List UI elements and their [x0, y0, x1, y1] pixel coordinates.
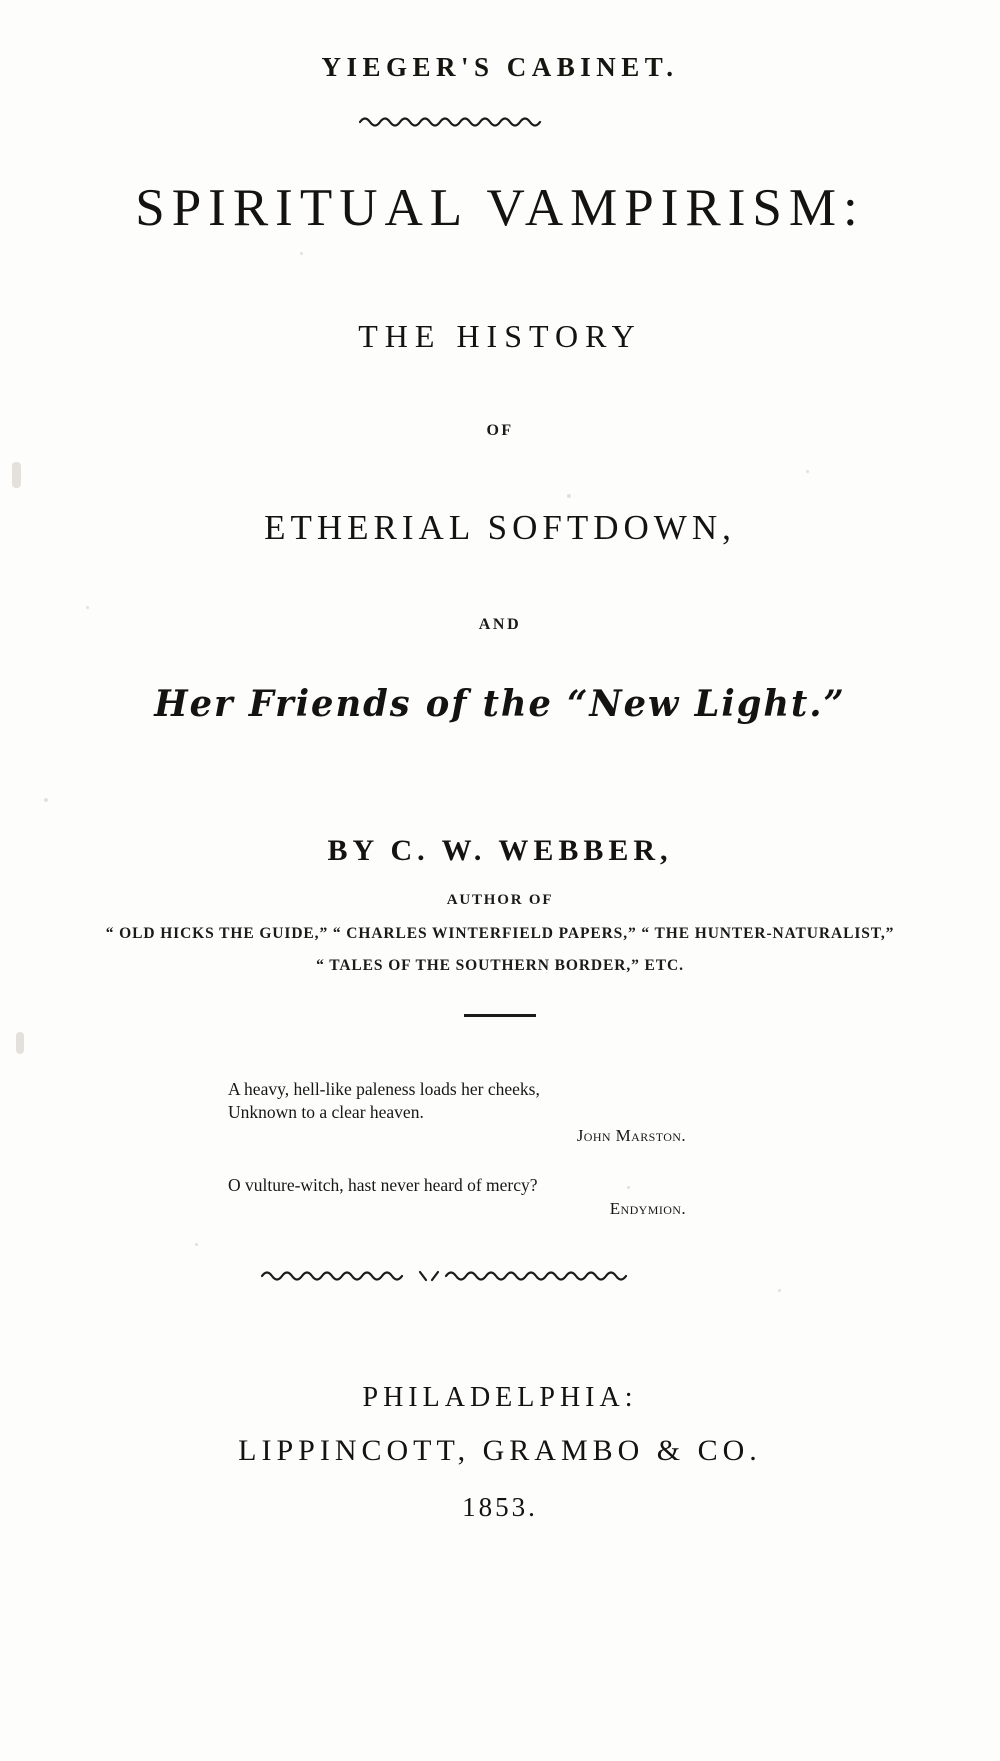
- imprint-city: PHILADELPHIA:: [362, 1382, 638, 1413]
- subtitle-history: THE HISTORY: [358, 318, 642, 354]
- subject-continued: Her Friends of the “New Light.”: [154, 683, 846, 725]
- paper-speck: [12, 462, 21, 488]
- wavy-divider-top-icon: [0, 110, 1000, 132]
- epigraph-1-line-1: A heavy, hell-like paleness loads her cheeks,: [228, 1079, 540, 1099]
- paper-speck: [44, 798, 48, 802]
- epigraph-2: [228, 1174, 698, 1221]
- author-byline: BY C. W. WEBBER,: [327, 834, 673, 867]
- word-and: AND: [478, 616, 522, 633]
- short-rule-divider: [464, 1014, 536, 1017]
- main-title: SPIRITUAL VAMPIRISM:: [135, 179, 865, 237]
- epigraph-2-line-1: O vulture-witch, hast never heard of mercy?: [228, 1174, 538, 1195]
- paper-speck: [195, 1243, 198, 1246]
- other-works-line-2: “ TALES OF THE SOUTHERN BORDER,” ETC.: [316, 957, 684, 974]
- paper-speck: [86, 606, 89, 609]
- paper-speck: [778, 1289, 781, 1292]
- epigraph-1-attribution: John Marston.: [576, 1126, 686, 1146]
- subject-name: ETHERIAL SOFTDOWN,: [264, 508, 736, 547]
- imprint-publisher: LIPPINCOTT, GRAMBO & CO.: [238, 1434, 762, 1467]
- epigraph-block: [228, 1078, 698, 1220]
- epigraph-2-attribution: Endymion.: [609, 1198, 686, 1218]
- series-title: YIEGER'S CABINET.: [321, 52, 679, 82]
- author-of-label: AUTHOR OF: [446, 892, 554, 908]
- paper-speck: [567, 494, 571, 498]
- other-works-line-1: “ OLD HICKS THE GUIDE,” “ CHARLES WINTERFIELD PAPERS,” “ THE HUNTER-NATURALIST,”: [105, 925, 895, 942]
- imprint-year: 1853.: [462, 1492, 538, 1522]
- epigraph-1: [228, 1078, 698, 1148]
- word-of: OF: [486, 422, 514, 439]
- paper-speck: [16, 1032, 24, 1054]
- epigraph-1-line-2: Unknown to a clear heaven.: [228, 1102, 424, 1123]
- wavy-divider-bottom-icon: [0, 1262, 1000, 1288]
- paper-speck: [806, 470, 809, 473]
- paper-speck: [300, 252, 303, 255]
